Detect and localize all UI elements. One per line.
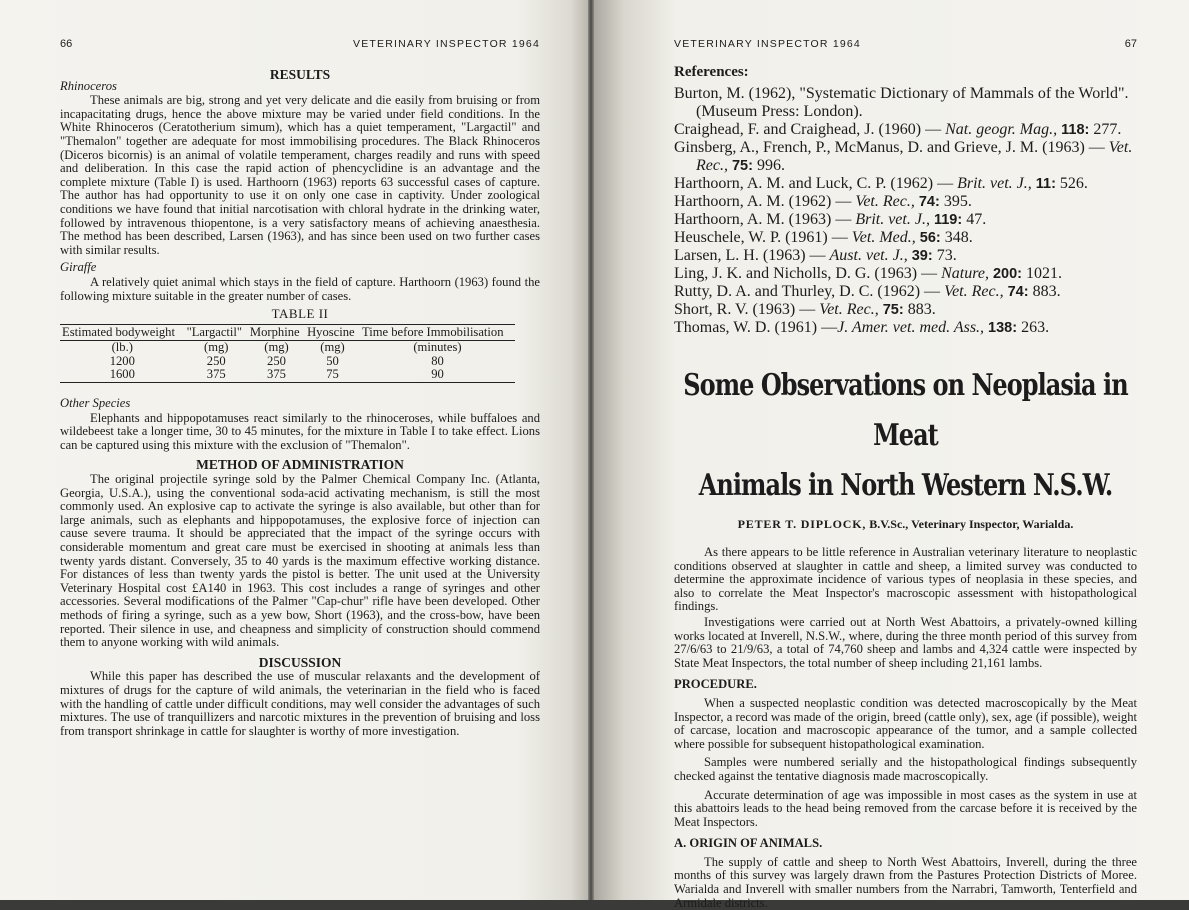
running-header-left (60, 38, 540, 50)
origin-paragraph: The supply of cattle and sheep to North West Abattoirs, Inverell, during the three months of this survey was largely drawn from the Pastures Protection Districts of Moree. Warialda and Inverell with smaller numbers from the Narrabri, Tamworth, Tenterfield and Armidale districts. (674, 854, 1137, 910)
table-caption: TABLE II (271, 306, 329, 322)
reference-vol: 118: (1061, 122, 1090, 138)
reference-pre: Heuschele, W. P. (1961) — (674, 229, 852, 246)
reference-journal: Vet. Rec., (696, 139, 1133, 174)
reference-item (674, 319, 1137, 337)
reference-vol: 11: (1035, 176, 1056, 192)
reference-journal: Nat. geogr. Mag., (945, 121, 1058, 138)
reference-journal: Brit. vet. J., (855, 211, 930, 228)
reference-vol: 119: (933, 212, 963, 228)
col-header-bodyweight: Estimated bodyweight (60, 324, 185, 341)
reference-journal: Vet. Rec., (944, 283, 1004, 300)
right-body (674, 546, 1137, 910)
table-cell: 75 (305, 368, 360, 382)
procedure-paragraph: Samples were numbered serially and the histopathological findings subsequently checked against the tentative diagnosis made macroscopically. (674, 755, 1137, 783)
reference-pre: Ling, J. K. and Nicholls, D. G. (1963) — (674, 265, 942, 282)
reference-pre: Ginsberg, A., French, P., McManus, D. and Grieve, J. M. (1963) — (674, 139, 1109, 156)
discussion-heading: DISCUSSION (258, 654, 342, 670)
reference-vol: 75: (882, 302, 904, 318)
author-name: PETER T. DIPLOCK, (737, 517, 867, 531)
reference-post: 277. (1089, 121, 1122, 138)
table-cell: (mg) (305, 341, 360, 355)
table-cell: (lb.) (60, 341, 185, 355)
reference-journal: J. Amer. vet. med. Ass., (837, 319, 985, 336)
reference-journal: Nature, (941, 265, 989, 282)
table-cell: 250 (206, 353, 226, 368)
results-heading: RESULTS (269, 67, 331, 82)
table-cell: (mg) (185, 341, 248, 355)
giraffe-paragraph: A relatively quiet animal which stays in the field of capture. Harthoorn (1963) found the following mixture suitable in the greater number of cases. (60, 274, 540, 303)
table-cell: 375 (248, 368, 305, 382)
reference-post: 996. (752, 157, 785, 174)
table-row (60, 368, 515, 382)
reference-post: 263. (1017, 319, 1050, 336)
table-cell: 50 (326, 353, 339, 368)
right-page (594, 0, 1189, 910)
table-row (60, 355, 515, 369)
page-number: 66 (60, 38, 73, 50)
reference-item (674, 139, 1137, 175)
rhinoceros-paragraph: These animals are big, strong and yet very delicate and die easily from bruising or from incapacitating drugs, hence the above mixture may be varied under field conditions. In the White Rhinoceros (Ceratotherium simum), which has a quiet temperament, "Largactil" and "Themalon" together are adequate for most immobilising procedures. The Black Rhinoceros (Diceros bicornis) is an animal of volatile temperament, charges readily and runs with speed and deliberation. In this case the rapid action of phencyclidine is an advantage and the complete mixture (Table I) is used. Harthoorn (1963) reports 63 successful cases of capture. The author has had opportunity to use it on only one case in captivity. Under zoological conditions we have found that initial narcotisation with chloral hydrate in the drinking water, followed by intravenous thiopentone, is a very satisfactory means of achieving anaesthesia. The method has been described, Larsen (1963), and has since been used on two further cases with similar results. (60, 93, 540, 257)
author-byline (674, 517, 1137, 532)
reference-pre: Craighead, F. and Craighead, J. (1960) — (674, 121, 946, 138)
reference-item (674, 193, 1137, 211)
table-cell: 90 (360, 368, 515, 382)
reference-pre: Short, R. V. (1963) — (674, 301, 820, 318)
running-head-title: VETERINARY INSPECTOR 1964 (674, 38, 861, 50)
article-title-line: Animals in North Western N.S.W. (698, 468, 1113, 503)
dosage-table (60, 324, 515, 383)
reference-journal: Vet. Med., (851, 229, 916, 246)
reference-post: 883. (903, 301, 936, 318)
procedure-paragraph: When a suspected neoplastic condition was detected macroscopically by the Meat Inspector, a record was made of the origin, breed (cattle only), sex, age (if possible), weight of carcase, location and macroscopic appearance of the tumor, and a sample collected where possible for subsequent histopathological examination. (674, 695, 1137, 751)
reference-pre: Harthoorn, A. M. (1963) — (674, 211, 856, 228)
reference-item (674, 283, 1137, 301)
reference-post: 526. (1055, 175, 1088, 192)
intro-paragraph: Investigations were carried out at North West Abattoirs, a privately-owned killing works located at Inverell, N.S.W., where, during the three month period of this survey from 27/6/63 to 21/9/63, a total of 74,760 sheep and lambs and 4,324 cattle were inspected by State Meat Inspectors, the total number of sheep including 21,161 lambs. (674, 614, 1137, 670)
reference-post: 395. (939, 193, 972, 210)
table-cell: 250 (267, 353, 286, 368)
running-head-title: VETERINARY INSPECTOR 1964 (353, 38, 540, 50)
reference-journal: Brit. vet. J., (957, 175, 1032, 192)
table-cell: 1200 (109, 353, 135, 368)
reference-pre: Larsen, L. H. (1963) — (674, 247, 830, 264)
origin-heading: A. ORIGIN OF ANIMALS. (674, 836, 823, 851)
reference-item (674, 121, 1137, 139)
reference-post: 47. (962, 211, 987, 228)
left-page (0, 0, 588, 900)
col-header-morphine: Morphine (248, 324, 305, 341)
reference-pre: Harthoorn, A. M. (1962) — (674, 193, 856, 210)
table-cell: (mg) (248, 341, 305, 355)
other-species-paragraph: Elephants and hippopotamuses react similarly to the rhinoceroses, while buffaloes and wildebeest take a longer time, 30 to 45 minutes, for the mixture in Table I to take effect. Lions can be captured using this mixture with the exclusion of "Themalon". (60, 410, 540, 452)
reference-journal: Aust. vet. J., (829, 247, 908, 264)
procedure-paragraph: Accurate determination of age was impossible in most cases as the system in use at this abattoirs leads to the head being removed from the carcase before it is received by the Meat Inspectors. (674, 787, 1137, 829)
reference-item (674, 247, 1137, 265)
col-header-largactil: "Largactil" (185, 324, 248, 341)
running-header-right (674, 38, 1137, 50)
reference-item (674, 265, 1137, 283)
reference-vol: 74: (918, 194, 940, 210)
reference-pre: Rutty, D. A. and Thurley, D. C. (1962) — (674, 283, 945, 300)
reference-item (674, 85, 1137, 121)
col-header-time: Time before Immobilisation (360, 324, 515, 341)
reference-journal: Vet. Rec., (819, 301, 879, 318)
article-title-line: Some Observations on Neoplasia in Meat (683, 368, 1128, 453)
reference-item (674, 301, 1137, 319)
reference-vol: 56: (919, 230, 941, 246)
reference-vol: 39: (911, 248, 933, 264)
reference-pre: Harthoorn, A. M. and Luck, C. P. (1962) — (674, 175, 958, 192)
reference-post: 73. (932, 247, 957, 264)
article-title (672, 361, 1138, 511)
reference-item (674, 211, 1137, 229)
reference-item (674, 229, 1137, 247)
reference-pre: Thomas, W. D. (1961) — (674, 319, 838, 336)
giraffe-subhead: Giraffe (60, 260, 97, 275)
author-detail: B.V.Sc., Veterinary Inspector, Warialda. (869, 517, 1074, 531)
page-number: 67 (1124, 38, 1137, 50)
left-body (60, 68, 540, 738)
rhinoceros-subhead: Rhinoceros (60, 78, 117, 93)
method-paragraph: The original projectile syringe sold by the Palmer Chemical Company Inc. (Atlanta, Georgia, U.S.A.), using the conventional soda-acid activating mechanism, is still the most commonly used. An explosive cap to activate the syringe is also available, but other than for large animals, such as elephants and hippopotamuses, the explosive force of injection can cause severe trauma. It should be appreciated that the impact of the syringe occurs with considerable momentum and great care must be exercised in shooting at animals less than twenty yards distant. Conversely, 35 to 40 yards is the maximum effective working distance. For distances of less than twenty yards the pistol is better. The unit used at the University Veterinary Hospital cost £A140 in 1963. This cost includes a range of syringes and other accessories. Several modifications of the Palmer "Cap-chur" rifle have been developed. Other methods of firing a syringe, such as a yew bow, Short (1963), and the cross-bow, have been reported. Their silence in use, and cheapness and simplicity of construction should commend them to anyone working with wild animals. (60, 472, 540, 650)
intro-paragraph: As there appears to be little reference in Australian veterinary literature to neoplastic conditions observed at slaughter in cattle and sheep, a limited survey was conducted to determine the approximate incidence of various types of neoplasia in these species, and also to correlate the Meat Inspector's macroscopic assessment with histopathological findings. (674, 545, 1137, 614)
other-species-subhead: Other Species (60, 396, 131, 411)
table-cell: 80 (431, 353, 444, 368)
reference-vol: 138: (988, 320, 1018, 336)
reference-post: 883. (1028, 283, 1061, 300)
discussion-paragraph: While this paper has described the use of muscular relaxants and the development of mixtures of drugs for the capture of wild animals, the veterinarian in the field who is faced with the handling of cattle under difficult conditions, may well consider the advantages of such mixtures. The use of tranquillizers and narcotic mixtures in the prevention of bruising and loss from transport shrinkage in cattle for slaughter is worthy of more investigation. (60, 669, 540, 738)
reference-item (674, 175, 1137, 193)
reference-post: 1021. (1021, 265, 1062, 282)
reference-vol: 75: (731, 158, 753, 174)
references-heading: References: (674, 64, 749, 80)
references-list (674, 85, 1137, 337)
reference-post: 348. (940, 229, 973, 246)
procedure-heading: PROCEDURE. (674, 677, 757, 692)
table-cell: 375 (185, 368, 248, 382)
method-heading: METHOD OF ADMINISTRATION (196, 457, 404, 473)
table-cell: 1600 (60, 368, 185, 382)
reference-vol: 200: (992, 266, 1022, 282)
reference-vol: 74: (1007, 284, 1029, 300)
reference-journal: Vet. Rec., (855, 193, 915, 210)
table-cell: (minutes) (360, 341, 515, 355)
reference-pre: Burton, M. (1962), "Systematic Dictionary of Mammals of the World". (Museum Press: London). (674, 85, 1129, 120)
table-row (60, 341, 515, 355)
col-header-hyoscine: Hyoscine (305, 324, 360, 341)
